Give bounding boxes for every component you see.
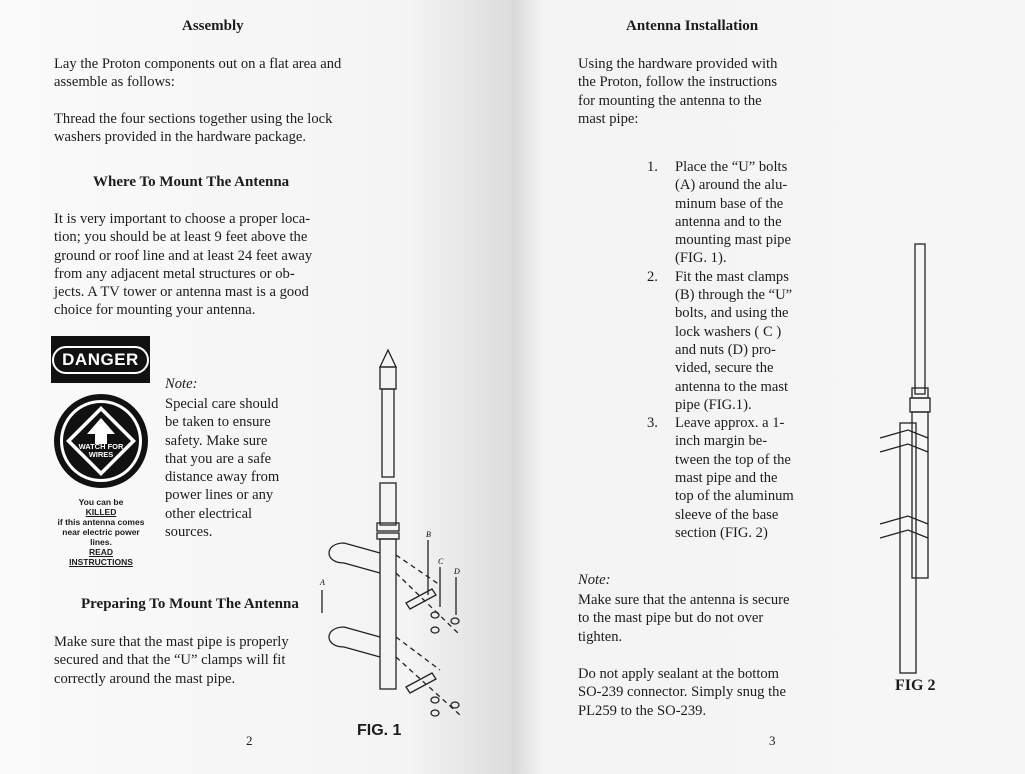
text-line: mast pipe and the	[675, 470, 778, 487]
text-line: vided, secure the	[675, 360, 774, 377]
danger-label	[51, 336, 150, 383]
danger-label-text: DANGER	[52, 346, 149, 374]
text-line: Do not apply sealant at the bottom	[578, 666, 780, 682]
warning-line-read: READ	[88, 547, 114, 557]
page-left	[0, 0, 512, 774]
text-line: mast pipe:	[578, 110, 639, 127]
text-line: Using the hardware provided with	[578, 56, 778, 72]
step-item	[647, 268, 794, 414]
warning-line: lines.	[90, 537, 112, 547]
text-line: lock washers ( C )	[675, 323, 782, 340]
note-title: Note:	[165, 376, 198, 392]
note-body	[165, 395, 279, 541]
preparing-heading: Preparing To Mount The Antenna	[81, 596, 299, 612]
step-number: 1.	[647, 159, 658, 175]
assembly-paragraph-1: Lay the Proton components out on a flat area and assemble as follows:	[54, 56, 342, 91]
page-number-left: 2	[246, 733, 253, 748]
text-line: inch margin be-	[675, 433, 768, 450]
page-number-right: 3	[769, 733, 776, 748]
text-line: Make sure that the mast pipe is properly	[54, 634, 289, 650]
fig-1-exploded-diagram	[310, 345, 480, 735]
text-line: and nuts (D) pro-	[675, 341, 776, 358]
text-line: tighten.	[578, 628, 623, 645]
note-title: Note:	[578, 572, 611, 588]
text-line: section (FIG. 2)	[675, 524, 768, 541]
fig-letter-b: B	[426, 530, 431, 539]
installation-heading: Antenna Installation	[626, 18, 759, 34]
text-line: (FIG. 1).	[675, 250, 727, 267]
text-line: secured and that the “U” clamps will fit	[54, 652, 286, 669]
warning-text	[48, 497, 154, 567]
text-line: sources.	[165, 524, 213, 541]
page-right	[512, 0, 1025, 774]
text-line: choice for mounting your antenna.	[54, 302, 256, 319]
fig-2-label: FIG 2	[895, 677, 936, 694]
fig-letter-c: C	[438, 557, 444, 566]
text-line: tion; you should be at least 9 feet above the	[54, 229, 308, 246]
warning-line-killed: KILLED	[85, 507, 117, 517]
text-line: PL259 to the SO-239.	[578, 702, 707, 719]
text-line: Leave approx. a 1-	[675, 415, 785, 432]
text-line: Place the “U” bolts	[675, 159, 788, 175]
text-line: tween the top of the	[675, 451, 791, 468]
text-line: jects. A TV tower or antenna mast is a good	[54, 284, 309, 301]
text-line: safety. Make sure	[165, 432, 268, 449]
text-line: SO-239 connector. Simply snug the	[578, 684, 786, 701]
assembly-heading: Assembly	[182, 18, 244, 34]
text-line: the Proton, follow the instructions	[578, 74, 778, 91]
assembly-paragraph-2: Thread the four sections together using the lock washers provided in the hardware package.	[54, 111, 333, 146]
sign-text-2: WIRES	[88, 450, 114, 459]
text-line: minum base of the	[675, 195, 784, 212]
text-line: correctly around the mast pipe.	[54, 670, 236, 687]
text-line: power lines or any	[165, 487, 274, 504]
watch-for-wires-sign-icon	[52, 392, 150, 490]
text-line: ground or roof line and at least 24 feet away	[54, 247, 313, 264]
text-line: to the mast pipe but do not over	[578, 610, 764, 627]
text-line: antenna to the mast	[675, 378, 789, 395]
text-line: antenna and to the	[675, 213, 782, 230]
fig-letter-a: A	[320, 578, 325, 587]
sign-text-1: WATCH FOR	[78, 442, 124, 451]
text-line: distance away from	[165, 469, 280, 486]
step-number: 2.	[647, 268, 658, 285]
fig-2-mounting-diagram	[872, 238, 952, 678]
step-item	[647, 158, 794, 268]
warning-line-instructions: INSTRUCTIONS	[69, 557, 133, 567]
warning-line: near electric power	[62, 527, 140, 537]
note-body	[578, 591, 790, 646]
text-line: other electrical	[165, 505, 253, 522]
where-paragraph	[54, 210, 312, 320]
warning-line: You can be	[78, 497, 124, 507]
text-line: pipe (FIG.1).	[675, 396, 752, 413]
text-line: (B) through the “U”	[675, 287, 793, 304]
text-line: that you are a safe	[165, 450, 272, 467]
text-line: be taken to ensure	[165, 414, 271, 431]
where-heading: Where To Mount The Antenna	[93, 174, 290, 190]
installation-steps	[647, 158, 794, 542]
step-number: 3.	[647, 415, 658, 432]
step-item	[647, 414, 794, 542]
text-line: top of the aluminum	[675, 488, 794, 505]
text-line: sleeve of the base	[675, 506, 779, 523]
text-line: It is very important to choose a proper loca-	[54, 211, 311, 227]
sealant-paragraph	[578, 665, 786, 720]
text-line: Special care should	[165, 396, 279, 412]
fig-1-label: FIG. 1	[357, 722, 402, 739]
text-line: for mounting the antenna to the	[578, 92, 762, 109]
installation-intro	[578, 55, 777, 128]
text-line: (A) around the alu-	[675, 177, 788, 194]
text-line: Fit the mast clamps	[675, 268, 789, 285]
fig-letter-d: D	[454, 567, 460, 576]
preparing-paragraph	[54, 633, 289, 688]
text-line: from any adjacent metal structures or ob-	[54, 265, 295, 282]
text-line: Make sure that the antenna is secure	[578, 592, 790, 608]
text-line: mounting mast pipe	[675, 232, 791, 249]
warning-line: if this antenna comes	[57, 517, 145, 527]
text-line: bolts, and using the	[675, 305, 789, 322]
